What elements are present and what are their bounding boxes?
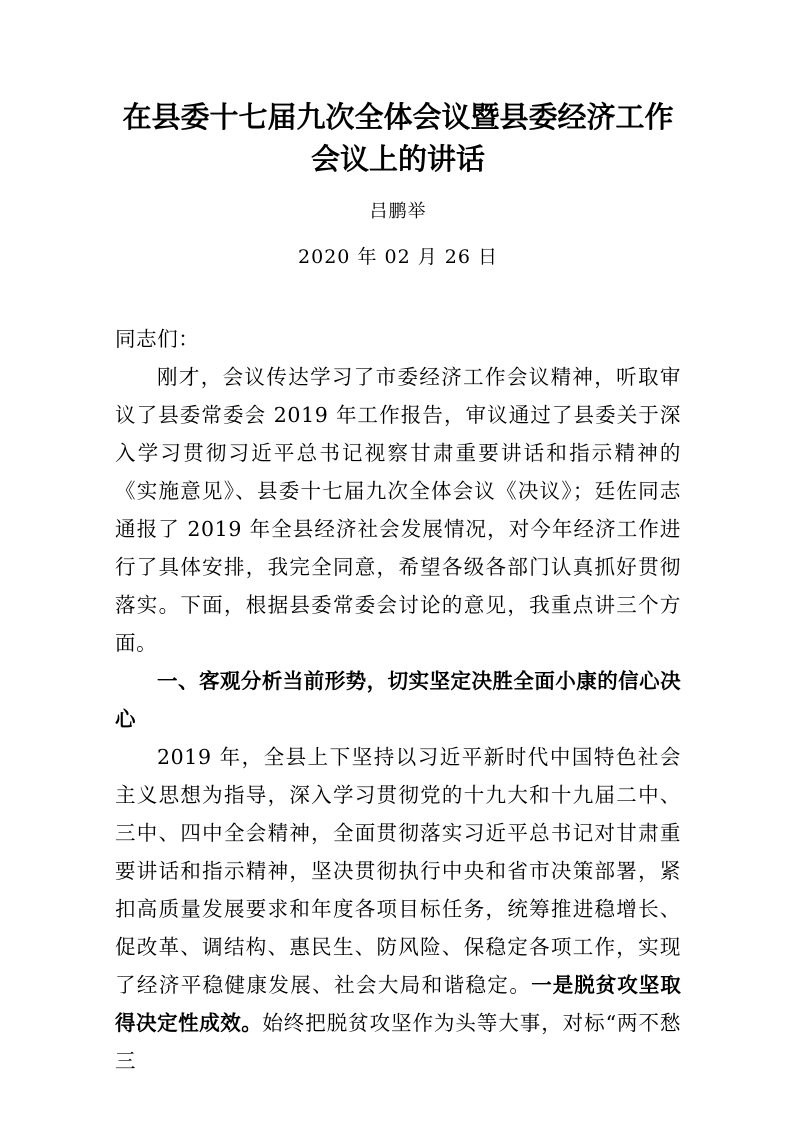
page-title: 在县委十七届九次全体会议暨县委经济工作会议上的讲话	[122, 100, 674, 176]
paragraph-opening-remarks: 刚才，会议传达学习了市委经济工作会议精神，听取审议了县委常委会 2019 年工作报告，审议通过了县委关于深入学习贯彻习近平总书记视察甘肃重要讲话和指示精神的《实施意见》、县委十七届九次全体会议《决议》；廷佐同志通报了 2019 年全县经济社会发展情况，对今年经济工作进行了具体安排，我完全同意，希望各级各部门认真抓好贯彻落实。下面，根据县委常委会讨论的意见，我重点讲三个方面。	[115, 365, 681, 655]
paragraph-section-one-body	[115, 738, 681, 1080]
document-author: 吕鹏举	[369, 201, 427, 222]
paragraph-run-regular-a: 2019 年，全县上下坚持以习近平新时代中国特色社会主义思想为指导，深入学习贯彻党的十九大和十九届二中、三中、四中全会精神，全面贯彻落实习近平总书记对甘肃重要讲话和指示精神，坚决贯彻执行中央和省市决策部署，紧扣高质量发展要求和年度各项目标任务，统筹推进稳增长、促改革、调结构、惠民生、防风险、保稳定各项工作，实现了经济平稳健康发展、社会大局和谐稳定。	[115, 745, 681, 997]
document-body	[115, 271, 681, 1080]
section-heading-one: 一、客观分析当前形势，切实坚定决胜全面小康的信心决心	[115, 669, 681, 731]
paragraph-run-regular-b: 始终把脱贫攻坚作为头等大事，对标“两不愁三	[115, 1011, 681, 1073]
paragraph-run-bold: 一是脱贫攻坚取得决定性成效。	[115, 973, 681, 1035]
document-content-column	[115, 0, 681, 1080]
document-date: 2020 年 02 月 26 日	[298, 246, 498, 268]
salutation-line: 同志们：	[115, 327, 200, 351]
